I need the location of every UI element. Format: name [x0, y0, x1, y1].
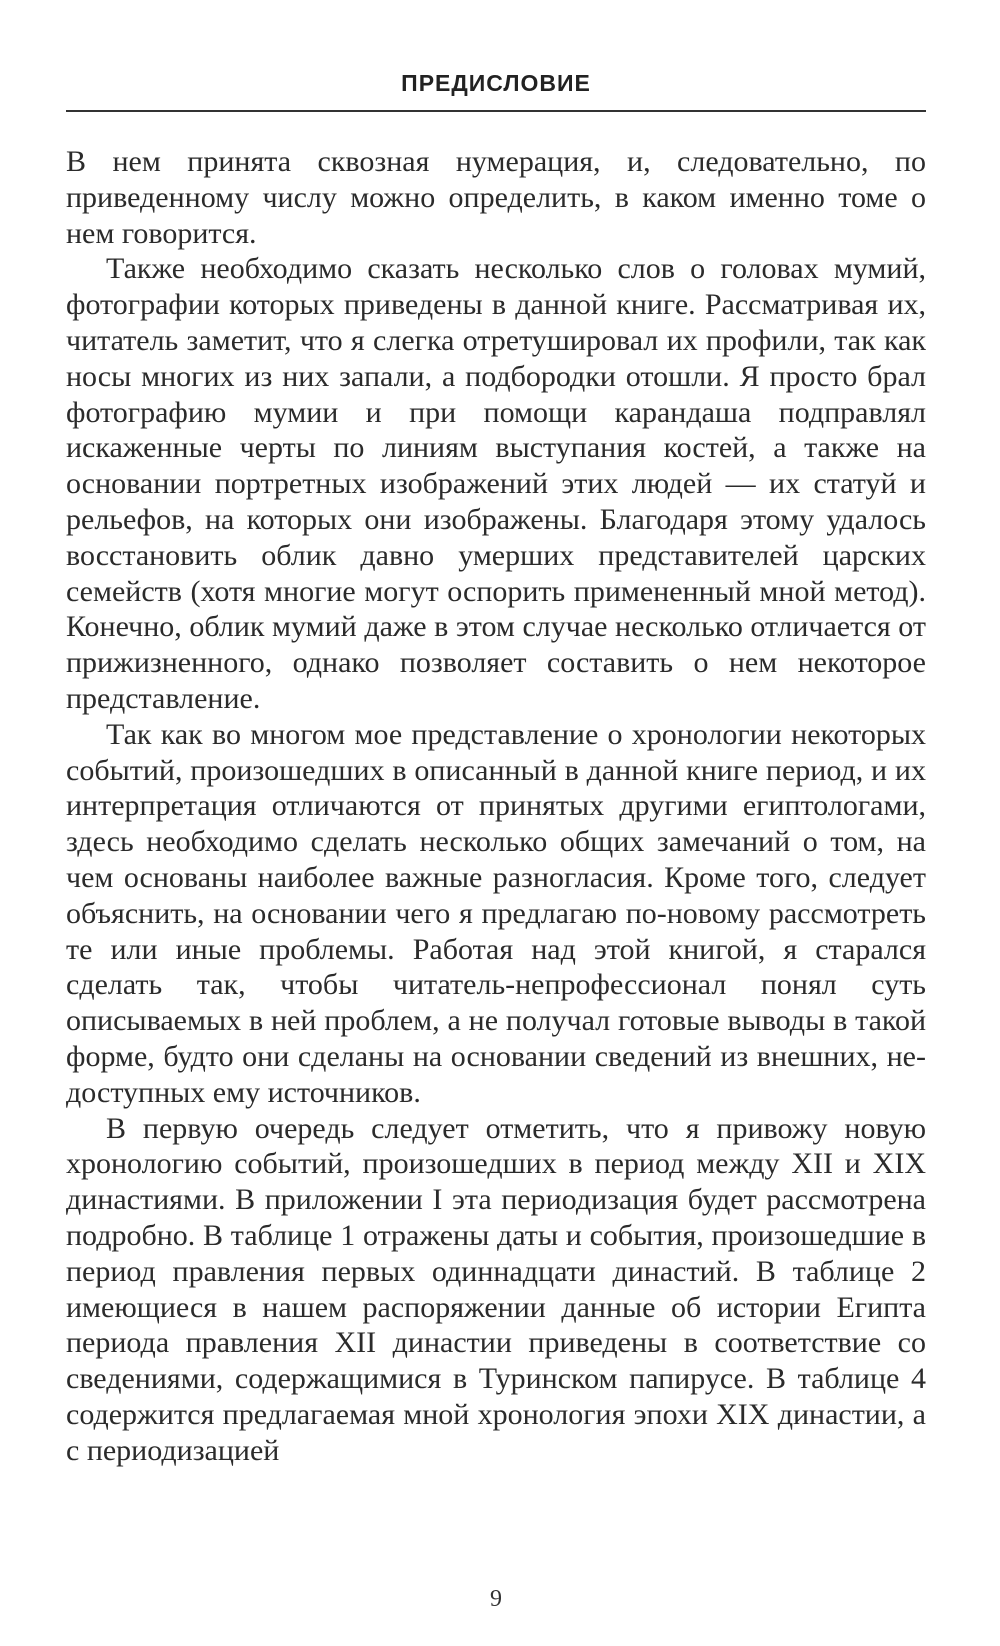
paragraph-2: Также необходимо сказать несколько слов о головах мумий, фотографии которых приведены в данной книге. Рассматривая их, читатель заметит, что я слегка отретушировал их профили, так как носы многих из них запали, а подбородки отошли. Я просто брал фотографию мумии и при помощи карандаша подправлял искаженные черты по линиям выступания костей, а также на основании портретных изображений этих людей — их статуй и рельефов, на которых они изображены. Благодаря этому удалось восстановить облик давно умерших представителей царских семейств (хотя многие могут оспорить примененный мной метод). Конечно, облик мумий даже в этом случае несколько отличается от прижизненного, однако позволяет составить о нем некоторое представление.	[66, 252, 926, 715]
header-rule	[66, 110, 926, 112]
book-page	[66, 0, 926, 1646]
body-text	[66, 144, 926, 1468]
page-number: 9	[490, 1586, 502, 1612]
running-head: ПРЕДИСЛОВИЕ	[401, 70, 591, 96]
paragraph-4: В первую очередь следует отметить, что я привожу новую хронологию событий, произошедших в период между XII и XIX династиями. В приложении I эта периодизация будет рассмотрена подробно. В таблице 1 отражены даты и события, произошедшие в период правления первых одиннадцати династий. В таблице 2 имеющиеся в нашем распоряжении данные об истории Египта периода правления XII династии приведены в соответствие со сведениями, содержащимися в Туринском папирусе. В таблице 4 содержится предлагаемая мной хронология эпохи XIX династии, а с периодизацией	[66, 1111, 926, 1467]
paragraph-1: В нем принята сквозная нумерация, и, следовательно, по приведенному числу можно определить, в каком именно томе о нем говорится.	[66, 145, 926, 250]
paragraph-3: Так как во многом мое представление о хронологии некоторых событий, произошедших в описанный в данной книге период, и их интерпретация отличаются от принятых другими египтологами, здесь необходимо сделать несколько общих замечаний о том, на чем основаны наиболее важные разногласия. Кроме того, следует объяснить, на основании чего я предлагаю по-новому рассмотреть те или иные проблемы. Работая над этой книгой, я старался сделать так, чтобы читатель-непрофессионал понял суть описываемых в ней проблем, а не получал готовые выводы в такой форме, будто они сделаны на основании сведений из внешних, недоступных ему источников.	[66, 717, 926, 1109]
